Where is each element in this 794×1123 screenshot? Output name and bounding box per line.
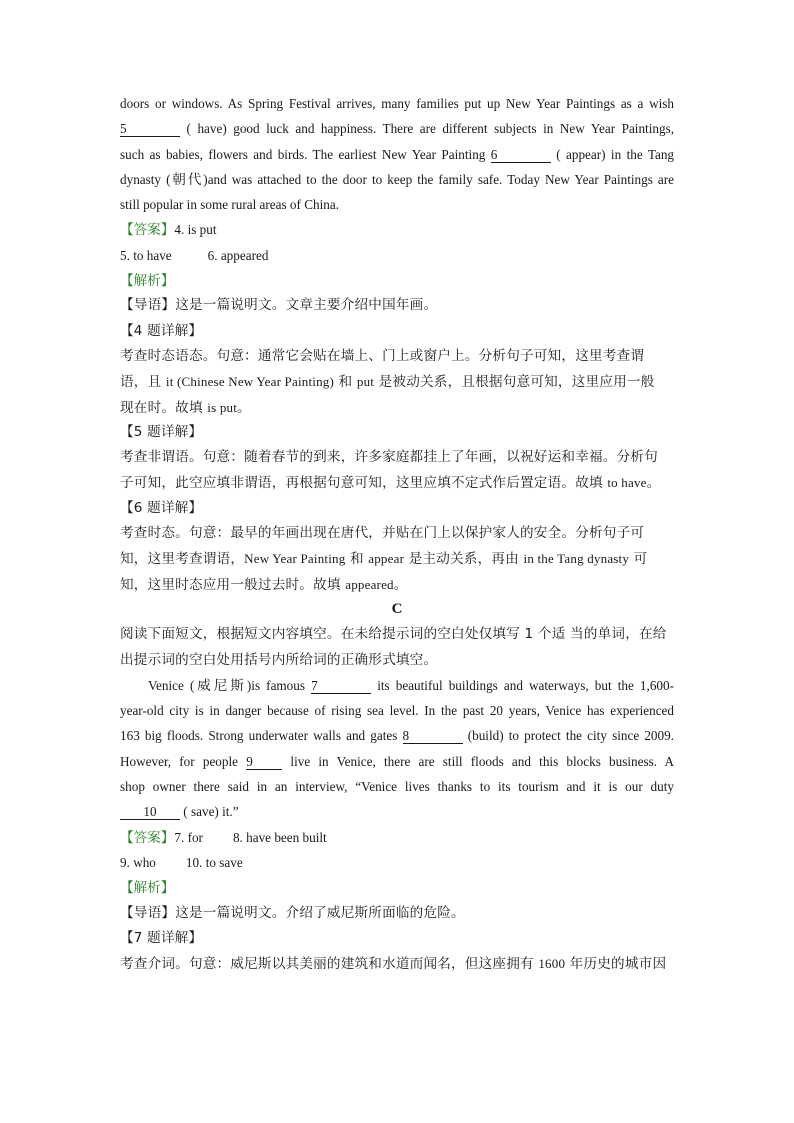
- detail-text: 知，这里时态应用一般过去时。故填: [120, 576, 346, 593]
- detail-text: 是主动关系，再由: [404, 551, 524, 568]
- q4-label: 【4 题详解】: [120, 322, 203, 339]
- answer-4: 4. is put: [174, 222, 217, 238]
- analysis-label: 【解析】: [120, 273, 175, 290]
- detail-line: [120, 470, 674, 495]
- blank-8[interactable]: 8: [403, 728, 463, 744]
- detail-text: 年历史的城市因: [565, 956, 667, 973]
- analysis-label: 【解析】: [120, 880, 175, 897]
- detail-text: New Year Painting: [244, 551, 346, 567]
- detail-text: in the Tang dynasty: [523, 551, 630, 567]
- answer-9: 9. who: [120, 854, 156, 870]
- passage-text: )is famous: [246, 677, 306, 693]
- detail-text: 。: [237, 399, 251, 416]
- guide-text: 这是一篇说明文。文章主要介绍中国年画。: [175, 297, 438, 314]
- guide-label: 【导语】: [120, 297, 176, 314]
- detail-text: 子可知，此空应填非谓语，再根据句意可知，这里应填不定式作后置定语。故填: [120, 475, 608, 492]
- passage-text: ( have) good luck and happiness. There are different subjects in New Year Paintings,: [186, 121, 674, 137]
- detail-text: to have: [607, 475, 647, 491]
- detail-text: it (Chinese New Year Painting): [165, 374, 335, 390]
- passage-text: ( save) it.”: [183, 804, 239, 820]
- answer-10: 10. to save: [185, 854, 243, 870]
- document-content: [120, 91, 674, 976]
- passage-text: year-old city is in danger because of rising sea level. In the past 20 years, Venice has experienced: [120, 703, 674, 719]
- passage-line: [120, 698, 674, 723]
- passage-text: live in Venice, there are still floods and this blocks business. A: [290, 753, 674, 769]
- passage-text: shop owner there said in an interview, “Venice lives thanks to its tourism and it is our duty: [120, 779, 674, 795]
- detail-line: [120, 572, 674, 597]
- guide-line: [120, 293, 674, 318]
- analysis-heading: [120, 875, 674, 900]
- passage-text: 163 big floods. Strong underwater walls and gates: [120, 728, 398, 744]
- answer-line: [120, 217, 674, 242]
- q5-label: 【5 题详解】: [120, 423, 203, 440]
- detail-text: put: [356, 374, 375, 390]
- q7-label: 【7 题详解】: [120, 929, 203, 946]
- blank-7[interactable]: 7: [311, 678, 371, 694]
- instruction-text: 阅读下面短文，根据短文内容填空。在未给提示词的空白处仅填写 1 个适 当的单词，在给: [120, 626, 667, 643]
- passage-line: [120, 116, 674, 141]
- q6-label: 【6 题详解】: [120, 499, 203, 516]
- detail-text: 和: [345, 551, 369, 568]
- blank-6[interactable]: 6: [491, 147, 551, 163]
- passage-line: [120, 774, 674, 799]
- answer-7: 7. for: [174, 829, 203, 845]
- detail-text: 1600: [538, 956, 566, 972]
- passage-text: such as babies, flowers and birds. The earliest New Year Painting: [120, 146, 486, 162]
- passage-text: ( appear) in the Tang: [556, 146, 674, 162]
- detail-line: [120, 546, 674, 571]
- detail-text: 。: [646, 475, 661, 492]
- section-title: C: [391, 600, 403, 617]
- blank-10[interactable]: 10: [120, 804, 180, 820]
- answer-line: [120, 850, 674, 875]
- instruction-line: [120, 648, 674, 673]
- detail-text: 语，且: [120, 374, 166, 391]
- detail-text: 现在时。故填: [120, 399, 208, 416]
- passage-text: doors or windows. As Spring Festival arrives, many families put up New Year Paintings as a wish: [120, 96, 674, 111]
- detail-text: 考查时态语态。句意：通常它会贴在墙上、门上或窗户上。分析句子可知，这里考查谓: [120, 347, 645, 364]
- passage-gloss: 威尼斯: [194, 677, 247, 694]
- guide-label: 【导语】: [120, 904, 176, 921]
- passage-line: [120, 142, 674, 167]
- passage-text: )and was attached to the door to keep the family safe. Today New Year Paintings are: [203, 171, 674, 187]
- instruction-text: 出提示词的空白处用括号内所给词的正确形式填空。: [120, 651, 438, 668]
- answer-label: 【答案】: [120, 829, 175, 846]
- passage-text: dynasty (: [120, 171, 171, 187]
- passage-line: [120, 799, 674, 824]
- answer-line: [120, 243, 674, 268]
- detail-text: appear: [368, 551, 405, 567]
- passage-text: (build) to protect the city since 2009.: [467, 728, 674, 744]
- detail-line: [120, 951, 674, 976]
- detail-text: is put: [207, 399, 238, 415]
- detail-text: 是被动关系，且根据句意可知，这里应用一般: [374, 374, 655, 391]
- detail-text: 和: [334, 374, 357, 391]
- passage-line: [120, 723, 674, 748]
- detail-text: 。: [393, 576, 408, 593]
- detail-line: [120, 521, 674, 546]
- detail-text: 考查时态。句意：最早的年画出现在唐代，并贴在门上以保护家人的安全。分析句子可: [120, 525, 645, 542]
- detail-heading: [120, 420, 674, 445]
- detail-heading: [120, 926, 674, 951]
- detail-text: 知，这里考查谓语，: [120, 551, 245, 568]
- detail-heading: [120, 319, 674, 344]
- answer-line: [120, 825, 674, 850]
- passage-line: [120, 167, 674, 192]
- detail-heading: [120, 496, 674, 521]
- detail-line: [120, 445, 674, 470]
- detail-text: 考查非谓语。句意：随着春节的到来，许多家庭都挂上了年画，以祝好运和幸福。分析句: [120, 449, 658, 466]
- answer-6: 6. appeared: [207, 247, 269, 263]
- passage-line: [120, 749, 674, 774]
- guide-line: [120, 901, 674, 926]
- instruction-line: [120, 622, 674, 647]
- detail-line: [120, 369, 674, 394]
- detail-text: 可: [629, 551, 648, 568]
- detail-line: [120, 344, 674, 369]
- passage-gloss: 朝代: [170, 171, 204, 188]
- blank-5[interactable]: 5: [120, 121, 180, 137]
- passage-text: However, for people: [120, 753, 239, 769]
- guide-text: 这是一篇说明文。介绍了威尼斯所面临的危险。: [175, 904, 465, 921]
- detail-text: appeared: [345, 576, 394, 592]
- passage-text: its beautiful buildings and waterways, but the 1,600-: [377, 677, 674, 693]
- answer-8: 8. have been built: [232, 829, 327, 845]
- answer-5: 5. to have: [120, 247, 172, 263]
- passage-text: still popular in some rural areas of China.: [120, 197, 340, 213]
- answer-label: 【答案】: [120, 222, 175, 239]
- analysis-heading: [120, 268, 674, 293]
- detail-text: 考查介词。句意：威尼斯以其美丽的建筑和水道而闻名，但这座拥有: [120, 956, 539, 973]
- passage-line: [120, 91, 674, 116]
- passage-text: Venice (: [148, 677, 195, 693]
- detail-line: [120, 395, 674, 420]
- passage-line: [120, 673, 674, 698]
- passage-line: [120, 192, 674, 217]
- blank-9[interactable]: 9: [246, 754, 282, 770]
